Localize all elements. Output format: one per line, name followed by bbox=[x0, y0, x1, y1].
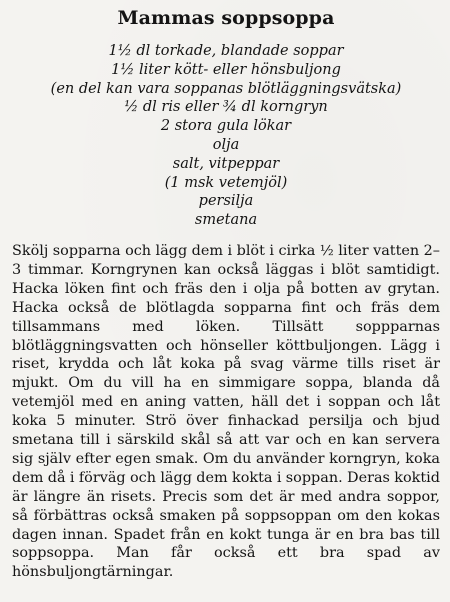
ingredient-item: smetana bbox=[194, 212, 258, 229]
ingredient-item: ½ dl ris eller ¾ dl korngryn bbox=[124, 99, 328, 116]
ingredient-item: 1½ liter kött- eller hönsbuljong bbox=[111, 61, 341, 78]
ingredient-item: (en del kan vara soppanas blötläggningsvätska) bbox=[50, 80, 402, 97]
ingredient-item: (1 msk vetemjöl) bbox=[164, 174, 288, 191]
ingredient-item: 1½ dl torkade, blandade soppar bbox=[108, 43, 344, 59]
recipe-title: Mammas soppsoppa bbox=[117, 7, 335, 29]
ingredient-item: persilja bbox=[198, 193, 254, 210]
ingredient-item: salt, vitpeppar bbox=[172, 155, 280, 172]
ingredient-item: olja bbox=[212, 136, 240, 153]
method-paragraph: Skölj sopparna och lägg dem i blöt i cirka ½ liter vatten 2–3 timmar. Korngrynen kan också läggas i blöt samtidigt. Hacka löken fint och fräs den i olja på botten av grytan. Hacka också de blötlagda sopparna fint och fräs dem tillsammans med löken. Tillsätt soppparnas blötläggningsvatten och hönseller köttbuljongen. Lägg i riset, krydda och låt koka på svag värme tills riset är mjukt. Om du vill ha en simmigare soppa, blanda då vetemjöl med en aning vatten, häll det i soppan och låt koka 5 minuter. Strö över finhackad persilja och bjud smetana till i särskild skål så att var och en kan servera sig själv efter egen smak. Om du använder korngryn, koka dem då i förväg och lägg dem kokta i soppan. Deras koktid är längre än risets. Precis som det är med andra soppor, så förbättras också smaken på soppsoppan om den kokas dagen innan. Spadet från en kokt tunga är en bra bas till soppsoppa. Man får också ett bra spad av hönsbuljongtärningar. bbox=[12, 242, 440, 581]
ingredient-item: 2 stora gula lökar bbox=[160, 118, 292, 135]
ingredient-list bbox=[12, 42, 440, 230]
